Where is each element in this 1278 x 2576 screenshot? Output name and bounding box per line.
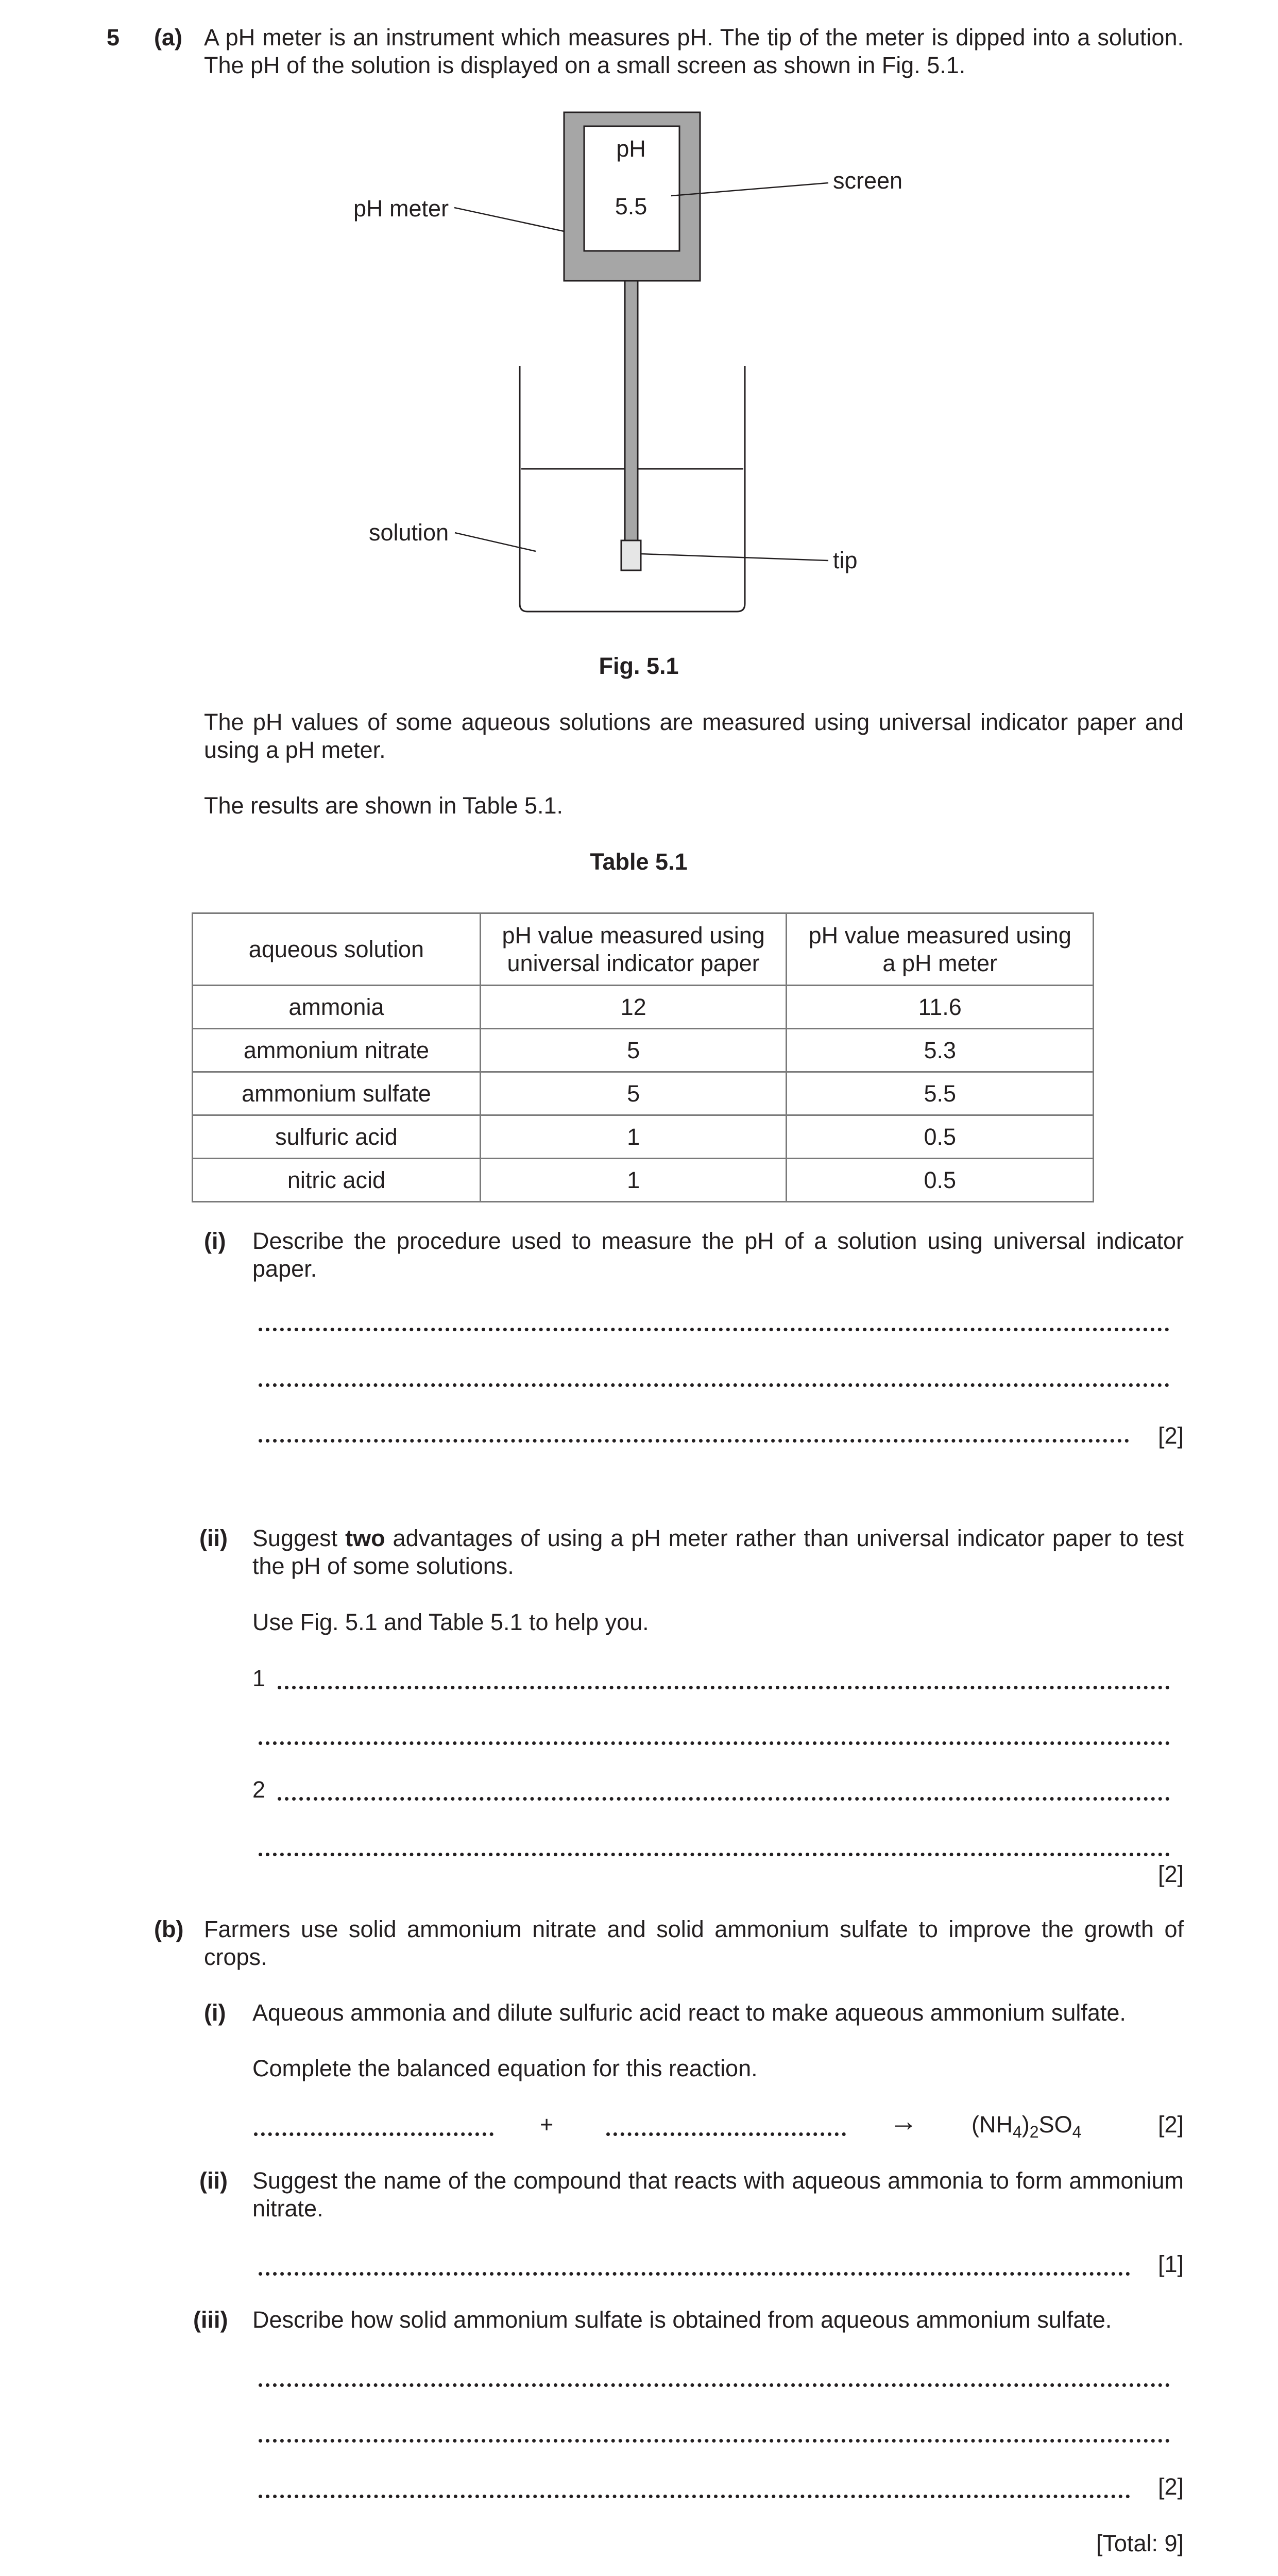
part-a-text-1: The pH values of some aqueous solutions are measured using universal indicator paper and using a pH meter. [204,709,1184,763]
answer-line[interactable] [259,2439,1170,2443]
table-header-row [193,913,1094,986]
label-tip: tip [833,547,858,573]
table-cell: 5 [480,1072,787,1115]
answer-line[interactable] [259,2272,1130,2276]
results-table [192,912,1094,1202]
part-a-label: (a) [154,24,182,50]
equation-reactant-2-line[interactable] [606,2132,846,2136]
figure-caption: Fig. 5.1 [599,653,679,679]
table-cell: nitric acid [193,1159,481,1202]
answer-line[interactable] [259,1328,1169,1331]
advantage-1-number: 1 [252,1665,266,1691]
part-b-iii-label: (iii) [193,2307,228,2333]
table-cell: 5.5 [787,1072,1094,1115]
screen-unit: pH [616,135,646,162]
table-header-cell: aqueous solution [193,913,481,986]
answer-line[interactable] [259,1741,1170,1745]
table-cell: 1 [480,1159,787,1202]
part-a-ii-label: (ii) [199,1525,228,1551]
marks-b-ii: [1] [1157,2251,1184,2277]
screen-value: 5.5 [615,193,647,219]
equation-reactant-1-line[interactable] [254,2132,493,2136]
part-b-iii-text: Describe how solid ammonium sulfate is obtained from aqueous ammonium sulfate. [252,2307,1112,2333]
table-cell: 5.3 [787,1029,1094,1072]
probe-tip [621,540,641,570]
table-cell: 12 [480,986,787,1029]
table-cell: sulfuric acid [193,1115,481,1159]
label-solution: solution [369,519,449,546]
answer-line[interactable] [259,1853,1170,1856]
part-a-ii-hint: Use Fig. 5.1 and Table 5.1 to help you. [252,1609,649,1635]
marks-a-ii: [2] [1157,1861,1184,1887]
equation-plus: + [540,2111,554,2138]
table-row [193,1159,1094,1202]
answer-line[interactable] [278,1797,1170,1801]
part-a-intro: A pH meter is an instrument which measures pH. The tip of the meter is dipped into a solution. The pH of the solution is displayed on a small screen as shown in Fig. 5.1. [204,24,1184,78]
part-a-i-label: (i) [204,1228,226,1254]
part-b-intro: Farmers use solid ammonium nitrate and solid ammonium sulfate to improve the growth of crops. [204,1916,1184,1970]
part-a-i-text: Describe the procedure used to measure the pH of a solution using universal indicator paper. [252,1228,1184,1282]
equation-arrow: → [889,2105,918,2137]
table-row [193,1029,1094,1072]
question-number: 5 [107,24,120,50]
total-marks: [Total: 9] [1096,2530,1184,2556]
table-row [193,1072,1094,1115]
label-screen: screen [833,167,903,194]
part-a-text-2: The results are shown in Table 5.1. [204,792,564,819]
table-cell: ammonia [193,986,481,1029]
ph-meter-diagram [0,0,1278,670]
table-header-cell: pH value measured using universal indicator paper [480,913,787,986]
leader-ph-meter [454,208,564,231]
table-header-cell: pH value measured using a pH meter [787,913,1094,986]
marks-a-i: [2] [1157,1422,1184,1449]
answer-line[interactable] [259,2383,1170,2387]
part-b-i-label: (i) [204,1999,226,2026]
probe-stem [625,281,638,541]
table-row [193,1115,1094,1159]
part-b-ii-text: Suggest the name of the compound that reacts with aqueous ammonia to form ammonium nitrate. [252,2167,1184,2222]
table-cell: 1 [480,1115,787,1159]
part-b-i-instruction: Complete the balanced equation for this reaction. [252,2055,758,2081]
table-cell: 0.5 [787,1115,1094,1159]
advantage-2-number: 2 [252,1776,266,1803]
label-ph-meter: pH meter [353,195,449,222]
answer-line[interactable] [259,1383,1169,1387]
table-cell: 11.6 [787,986,1094,1029]
leader-solution [455,533,536,551]
equation-product: $(NH_4)_2SO_4$ [972,2111,1082,2141]
marks-b-iii: [2] [1157,2473,1184,2500]
table-row [193,986,1094,1029]
part-b-ii-label: (ii) [199,2167,228,2194]
table-cell: ammonium sulfate [193,1072,481,1115]
table-cell: 0.5 [787,1159,1094,1202]
part-a-ii-text: Suggest two advantages of using a pH meter rather than universal indicator paper to test the pH of some solutions. [252,1525,1184,1579]
part-b-label: (b) [154,1916,184,1942]
answer-line[interactable] [259,2495,1130,2498]
table-cell: 5 [480,1029,787,1072]
table-title: Table 5.1 [590,849,688,875]
table-cell: ammonium nitrate [193,1029,481,1072]
leader-tip [641,554,828,561]
marks-b-i: [2] [1157,2111,1184,2138]
answer-line[interactable] [259,1439,1129,1443]
answer-line[interactable] [278,1686,1170,1689]
part-b-i-text: Aqueous ammonia and dilute sulfuric acid react to make aqueous ammonium sulfate. [252,1999,1126,2026]
